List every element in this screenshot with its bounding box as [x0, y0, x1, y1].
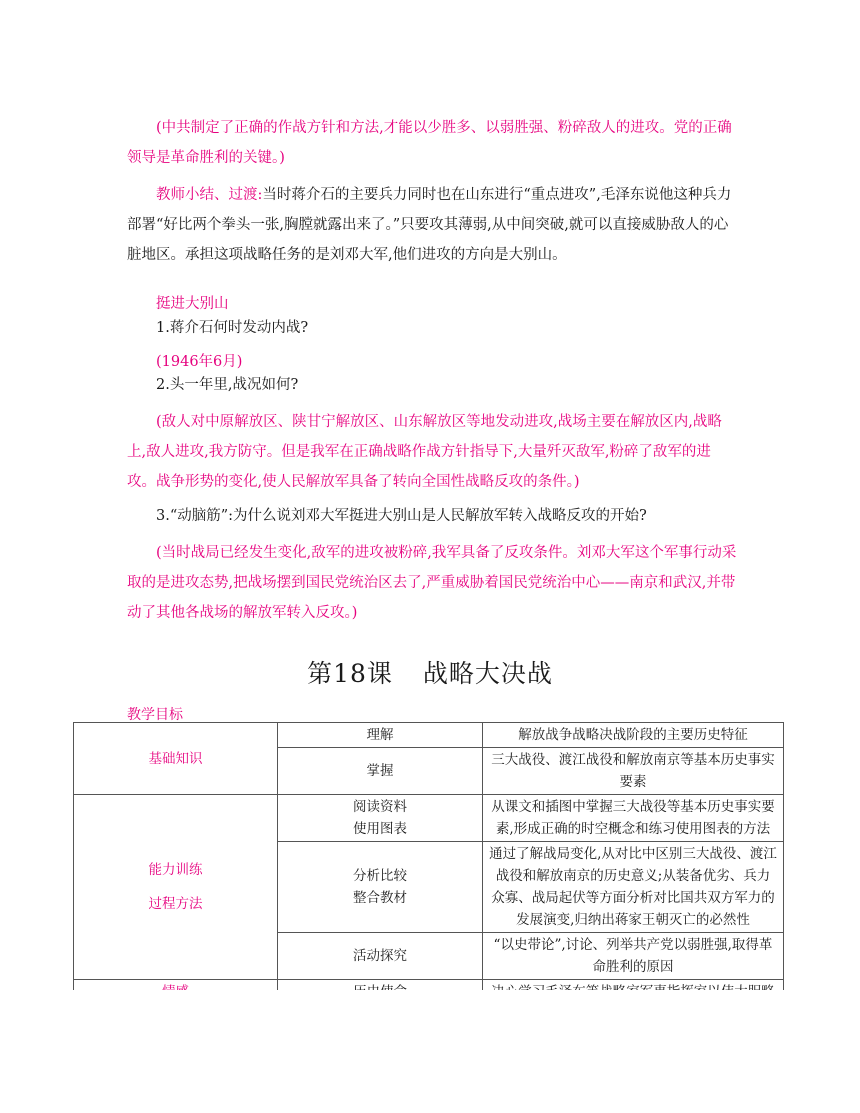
skill-cell	[278, 795, 483, 842]
question-3: 3.“动脑筋”:为什么说刘邓大军挺进大别山是人民解放军转入战略反攻的开始?	[156, 508, 647, 524]
skill-cell: 理解	[278, 723, 483, 748]
page-clip	[0, 990, 860, 1113]
teacher-summary-label: 教师小结、过渡:	[156, 187, 263, 203]
skill-label: 分析比较	[353, 868, 407, 884]
teacher-summary-paragraph	[127, 180, 739, 270]
description-cell: 从课文和插图中掌握三大战役等基本历史事实要素,形成正确的时空概念和练习使用图表的方法	[483, 795, 784, 842]
category-basic-knowledge: 基础知识	[74, 723, 278, 795]
question-2: 2.头一年里,战况如何?	[156, 377, 299, 393]
category-label: 过程方法	[148, 896, 203, 912]
skill-label: 阅读资料	[353, 799, 407, 815]
description-cell: 解放战争战略决战阶段的主要历史特征	[483, 723, 784, 748]
answer-3: (当时战局已经发生变化,敌军的进攻被粉碎,我军具备了反攻条件。刘邓大军这个军事行动采取的是进攻态势,把战场摆到国民党统治区去了,严重威胁着国民党统治中心——南京和武汉,并带动了其他各战场的解放军转入反攻。)	[127, 545, 737, 621]
lesson-number: 第18课	[307, 659, 393, 688]
lesson-title	[0, 654, 860, 690]
table-row	[74, 795, 784, 842]
lesson-name: 战略大决战	[422, 659, 553, 688]
skill-cell: 活动探究	[278, 933, 483, 980]
description-cell: “以史带论”,讨论、列举共产党以弱胜强,取得革命胜利的原因	[483, 933, 784, 980]
objectives-table	[73, 722, 784, 1005]
objectives-heading: 教学目标	[127, 707, 183, 723]
answer-paragraph-1: (中共制定了正确的作战方针和方法,才能以少胜多、以弱胜强、粉碎敌人的进攻。党的正确领导是革命胜利的关键。)	[127, 120, 732, 166]
table-row	[74, 723, 784, 748]
skill-label: 使用图表	[353, 821, 407, 837]
answer-1: (1946年6月)	[156, 354, 243, 370]
question-1: 1.蒋介石何时发动内战?	[156, 320, 309, 336]
description-cell: 通过了解战局变化,从对比中区别三大战役、渡江战役和解放南京的历史意义;从装备优劣、兵力众寡、战局起伏等方面分析对比国共双方军力的发展演变,归纳出蒋家王朝灭亡的必然性	[483, 842, 784, 933]
skill-cell: 掌握	[278, 748, 483, 795]
skill-label: 整合教材	[353, 890, 407, 906]
teacher-summary-text: 当时蒋介石的主要兵力同时也在山东进行“重点进攻”,毛泽东说他这种兵力部署“好比两个拳头一张,胸膛就露出来了。”只要攻其薄弱,从中间突破,就可以直接威胁敌人的心脏地区。承担这项战略任务的是刘邓大军,他们进攻的方向是大别山。	[127, 187, 732, 263]
section-heading: 挺进大别山	[156, 296, 229, 312]
answer-2: (敌人对中原解放区、陕甘宁解放区、山东解放区等地发动进攻,战场主要在解放区内,战略上,敌人进攻,我方防守。但是我军在正确战略作战方针指导下,大量歼灭敌军,粉碎了敌军的进攻。战争形势的变化,使人民解放军具备了转向全国性战略反攻的条件。)	[127, 414, 722, 490]
category-label: 能力训练	[148, 862, 203, 878]
category-ability-training	[74, 795, 278, 980]
skill-cell	[278, 842, 483, 933]
description-cell: 三大战役、渡江战役和解放南京等基本历史事实要素	[483, 748, 784, 795]
